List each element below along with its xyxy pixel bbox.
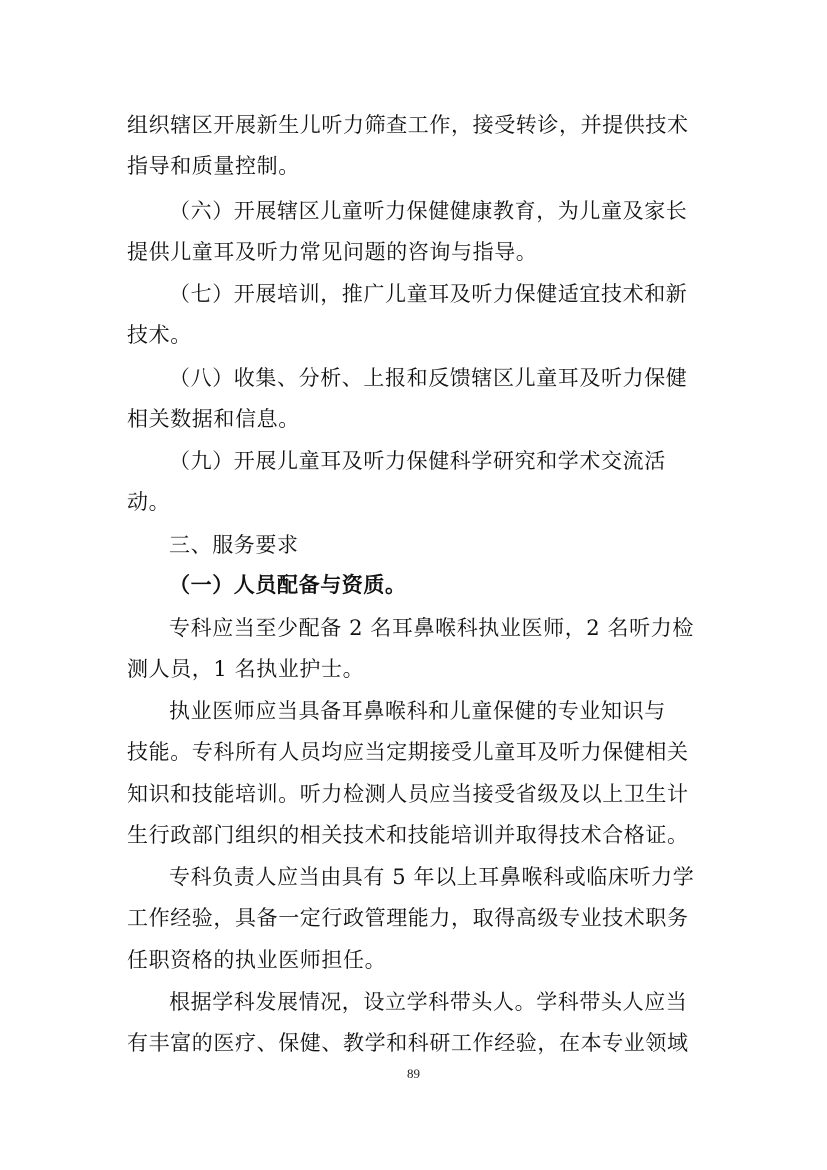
subsection-heading: （一）人员配备与资质。 [169,573,407,597]
page-number: 89 [407,1066,420,1081]
paragraph-line: 执业医师应当具备耳鼻喉科和儿童保健的专业知识与 [169,699,666,723]
paragraph-line: 专科负责人应当由具有 5 年以上耳鼻喉科或临床听力学 [169,865,695,889]
paragraph-line: 技能。专科所有人员均应当定期接受儿童耳及听力保健相关 [127,740,689,764]
paragraph-line: （六）开展辖区儿童听力保健健康教育，为儿童及家长 [169,199,688,223]
paragraph-line: （七）开展培训，推广儿童耳及听力保健适宜技术和新 [169,282,688,306]
paragraph-line: 任职资格的执业医师担任。 [127,948,387,972]
paragraph-line: 专科应当至少配备 2 名耳鼻喉科执业医师，2 名听力检 [169,616,694,640]
paragraph-line: 知识和技能培训。听力检测人员应当接受省级及以上卫生计 [127,782,689,806]
paragraph-line: 测人员，1 名执业护士。 [127,657,365,681]
paragraph-line: （八）收集、分析、上报和反馈辖区儿童耳及听力保健 [169,366,688,390]
section-heading: 三、服务要求 [169,533,299,557]
paragraph-line: 有丰富的医疗、保健、教学和科研工作经验，在本专业领域 [127,1031,689,1055]
paragraph-line: 生行政部门组织的相关技术和技能培训并取得技术合格证。 [127,823,689,847]
paragraph-line: 提供儿童耳及听力常见问题的咨询与指导。 [127,240,538,264]
paragraph-line: 根据学科发展情况，设立学科带头人。学科带头人应当 [169,990,688,1014]
paragraph-line: 工作经验，具备一定行政管理能力，取得高级专业技术职务 [127,906,689,930]
paragraph-line: 指导和质量控制。 [127,154,300,178]
paragraph-line: 相关数据和信息。 [127,407,300,431]
paragraph-line: （九）开展儿童耳及听力保健科学研究和学术交流活 [169,449,666,473]
paragraph-line: 动。 [127,490,171,514]
paragraph-line: 组织辖区开展新生儿听力筛查工作，接受转诊，并提供技术 [127,113,689,137]
paragraph-line: 技术。 [127,323,192,347]
